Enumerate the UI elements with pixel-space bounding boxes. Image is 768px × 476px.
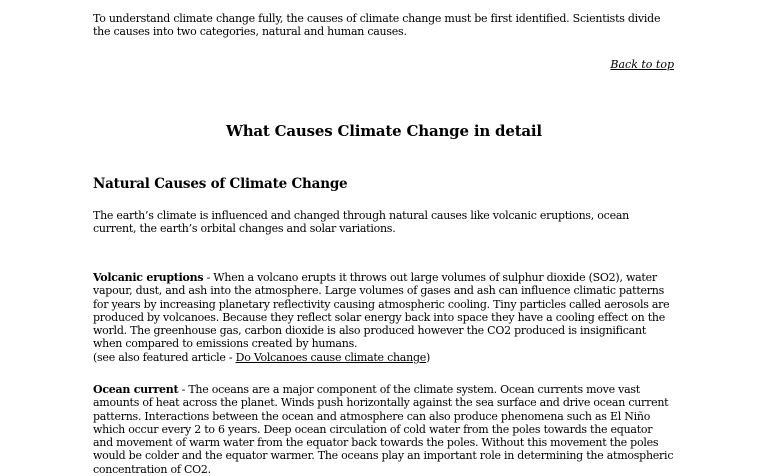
ocean-current-label: Ocean current: [93, 383, 179, 396]
see-also-prefix: (see also featured article -: [93, 350, 236, 364]
page-title: What Causes Climate Change in detail: [226, 122, 542, 140]
ocean-current-paragraph: [93, 383, 674, 476]
section-heading: Natural Causes of Climate Change: [93, 176, 348, 192]
ocean-current-text: - The oceans are a major component of the climate system. Ocean currents move vast amounts of heat across the planet. Winds push horizontally against the sea surface and drive ocean current patterns. Interactions between the ocean and atmosphere can also produce phenomena such as El Niño which occur every 2 to 6 years. Deep ocean circulation of cold water from the poles towards the equator and movement of warm water from the equator back towards the poles. Without this movement the poles would be colder and the equator warmer. The oceans play an important role in determining the atmospheric concentration of CO2.: [93, 383, 674, 476]
see-also-suffix: ): [426, 350, 431, 364]
volcanic-eruptions-text: - When a volcano erupts it throws out large volumes of sulphur dioxide (SO2), water vapour, dust, and ash into the atmosphere. Large volumes of gases and ash can influence climatic patterns for years by increasing planetary reflectivity causing atmospheric cooling. Tiny particles called aerosols are produced by volcanoes. Because they reflect solar energy back into space they have a cooling effect on the world. The greenhouse gas, carbon dioxide is also produced however the CO2 produced is insignificant when compared to emissions created by humans.: [93, 271, 670, 351]
intro-paragraph: To understand climate change fully, the causes of climate change must be first identified. Scientists divide the causes into two categories, natural and human causes.: [93, 12, 661, 39]
featured-article-link[interactable]: Do Volcanoes cause climate change: [235, 350, 427, 364]
natural-causes-intro: The earth’s climate is influenced and changed through natural causes like volcanic eruptions, ocean current, the earth’s orbital changes and solar variations.: [93, 209, 629, 236]
back-to-top-link[interactable]: Back to top: [610, 58, 674, 71]
back-to-top-container: [0, 58, 674, 71]
volcanic-eruptions-label: Volcanic eruptions: [93, 271, 204, 284]
volcanic-eruptions-paragraph: [93, 271, 674, 364]
